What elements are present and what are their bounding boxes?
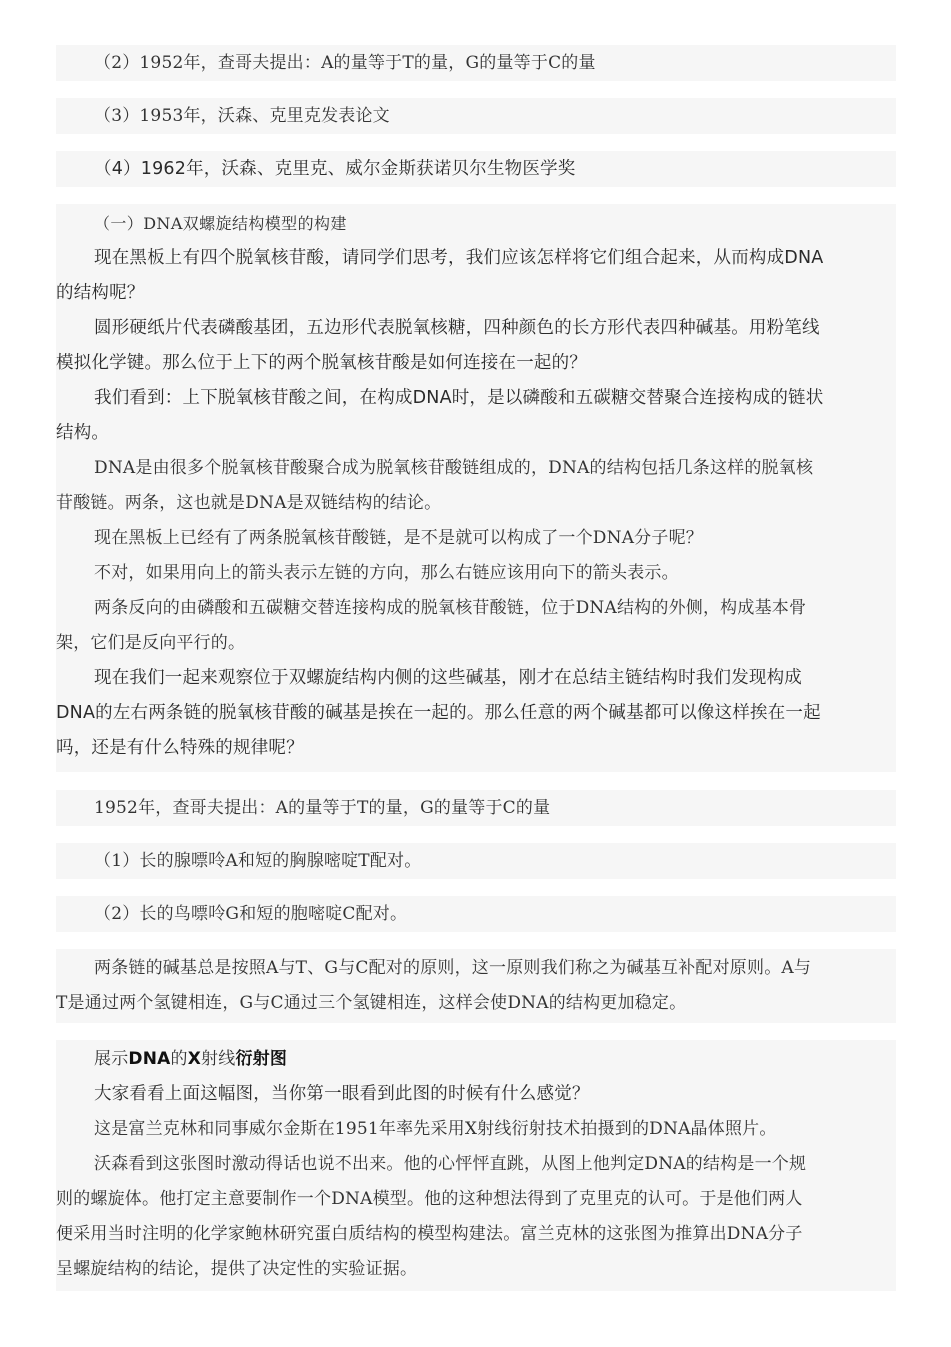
text-line: 模拟化学键。那么位于上下的两个脱氧核苷酸是如何连接在一起的？	[56, 353, 587, 373]
text-line: 沃森看到这张图时激动得话也说不出来。他的心怦怦直跳，从图上他判定DNA的结构是一个规	[94, 1154, 807, 1174]
text-line: 的结构呢？	[56, 283, 145, 303]
text-line: 两条反向的由磷酸和五碳糖交替连接构成的脱氧核苷酸链，位于DNA结构的外侧，构成基本骨	[94, 598, 807, 618]
heading-part: 衍射图	[235, 1049, 288, 1069]
text-line: （3）1953年，沃森、克里克发表论文	[94, 106, 390, 126]
text-line: 便采用当时注明的化学家鲍林研究蛋白质结构的模型构建法。富兰克林的这张图为推算出DNA分子	[56, 1224, 803, 1244]
text-line: （2）1952年，查哥夫提出：A的量等于T的量，G的量等于C的量	[94, 53, 596, 73]
heading-part: 的	[170, 1049, 188, 1069]
text-line: 这是富兰克林和同事威尔金斯在1951年率先采用X射线衍射技术拍摄到的DNA晶体照片。	[94, 1119, 777, 1139]
text-line: （2）长的鸟嘌呤G和短的胞嘧啶C配对。	[94, 904, 408, 924]
block-chargaff-1952	[56, 45, 896, 81]
block-chargaff-rule	[56, 790, 896, 826]
text-line: 结构。	[56, 423, 110, 443]
text-line: 架，它们是反向平行的。	[56, 633, 246, 653]
section-heading: （一）DNA双螺旋结构模型的构建	[94, 214, 347, 233]
block-base-pairing-principle	[56, 949, 896, 1023]
block-paper-1953	[56, 98, 896, 134]
block-xray-diffraction	[56, 1040, 896, 1291]
text-line: 现在黑板上有四个脱氧核苷酸，请同学们思考，我们应该怎样将它们组合起来，从而构成DNA	[94, 248, 824, 268]
text-line: 两条链的碱基总是按照A与T、G与C配对的原则，这一原则我们称之为碱基互补配对原则。A与	[94, 958, 812, 978]
document-page	[56, 45, 896, 1291]
text-line: 圆形硬纸片代表磷酸基团，五边形代表脱氧核糖，四种颜色的长方形代表四种碱基。用粉笔线	[94, 318, 820, 338]
block-model-construction	[56, 204, 896, 772]
text-line: 吗，还是有什么特殊的规律呢？	[56, 738, 304, 758]
block-pairing-at	[56, 843, 896, 879]
text-line: 我们看到：上下脱氧核苷酸之间，在构成DNA时，是以磷酸和五碳糖交替聚合连接构成的链状	[94, 388, 824, 408]
block-nobel-1962	[56, 151, 896, 187]
text-line: 呈螺旋结构的结论，提供了决定性的实验证据。	[56, 1259, 418, 1279]
block-pairing-gc	[56, 896, 896, 932]
heading-part: X	[187, 1049, 202, 1069]
text-line: 不对，如果用向上的箭头表示左链的方向，那么右链应该用向下的箭头表示。	[94, 563, 679, 583]
text-line: （1）长的腺嘌呤A和短的胸腺嘧啶T配对。	[94, 851, 422, 871]
text-line: 1952年，查哥夫提出：A的量等于T的量，G的量等于C的量	[94, 798, 551, 818]
text-line: T是通过两个氢键相连，G与C通过三个氢键相连，这样会使DNA的结构更加稳定。	[56, 993, 687, 1013]
heading-part: DNA	[128, 1049, 171, 1069]
text-line: DNA是由很多个脱氧核苷酸聚合成为脱氧核苷酸链组成的，DNA的结构包括几条这样的脱氧核	[94, 458, 814, 478]
text-line: 大家看看上面这幅图，当你第一眼看到此图的时候有什么感觉？	[94, 1084, 590, 1104]
text-line: 现在我们一起来观察位于双螺旋结构内侧的这些碱基，刚才在总结主链结构时我们发现构成	[94, 668, 802, 688]
section-heading	[56, 1042, 896, 1077]
text-line: 现在黑板上已经有了两条脱氧核苷酸链，是不是就可以构成了一个DNA分子呢？	[94, 528, 703, 548]
heading-part: 展示	[94, 1049, 129, 1069]
text-line: DNA的左右两条链的脱氧核苷酸的碱基是挨在一起的。那么任意的两个碱基都可以像这样挨在一起	[56, 703, 821, 723]
heading-part: 射线	[201, 1049, 236, 1069]
text-line: 则的螺旋体。他打定主意要制作一个DNA模型。他的这种想法得到了克里克的认可。于是他们两人	[56, 1189, 803, 1209]
text-line: （4）1962年，沃森、克里克、威尔金斯获诺贝尔生物医学奖	[94, 159, 576, 179]
text-line: 苷酸链。两条，这也就是DNA是双链结构的结论。	[56, 493, 442, 513]
